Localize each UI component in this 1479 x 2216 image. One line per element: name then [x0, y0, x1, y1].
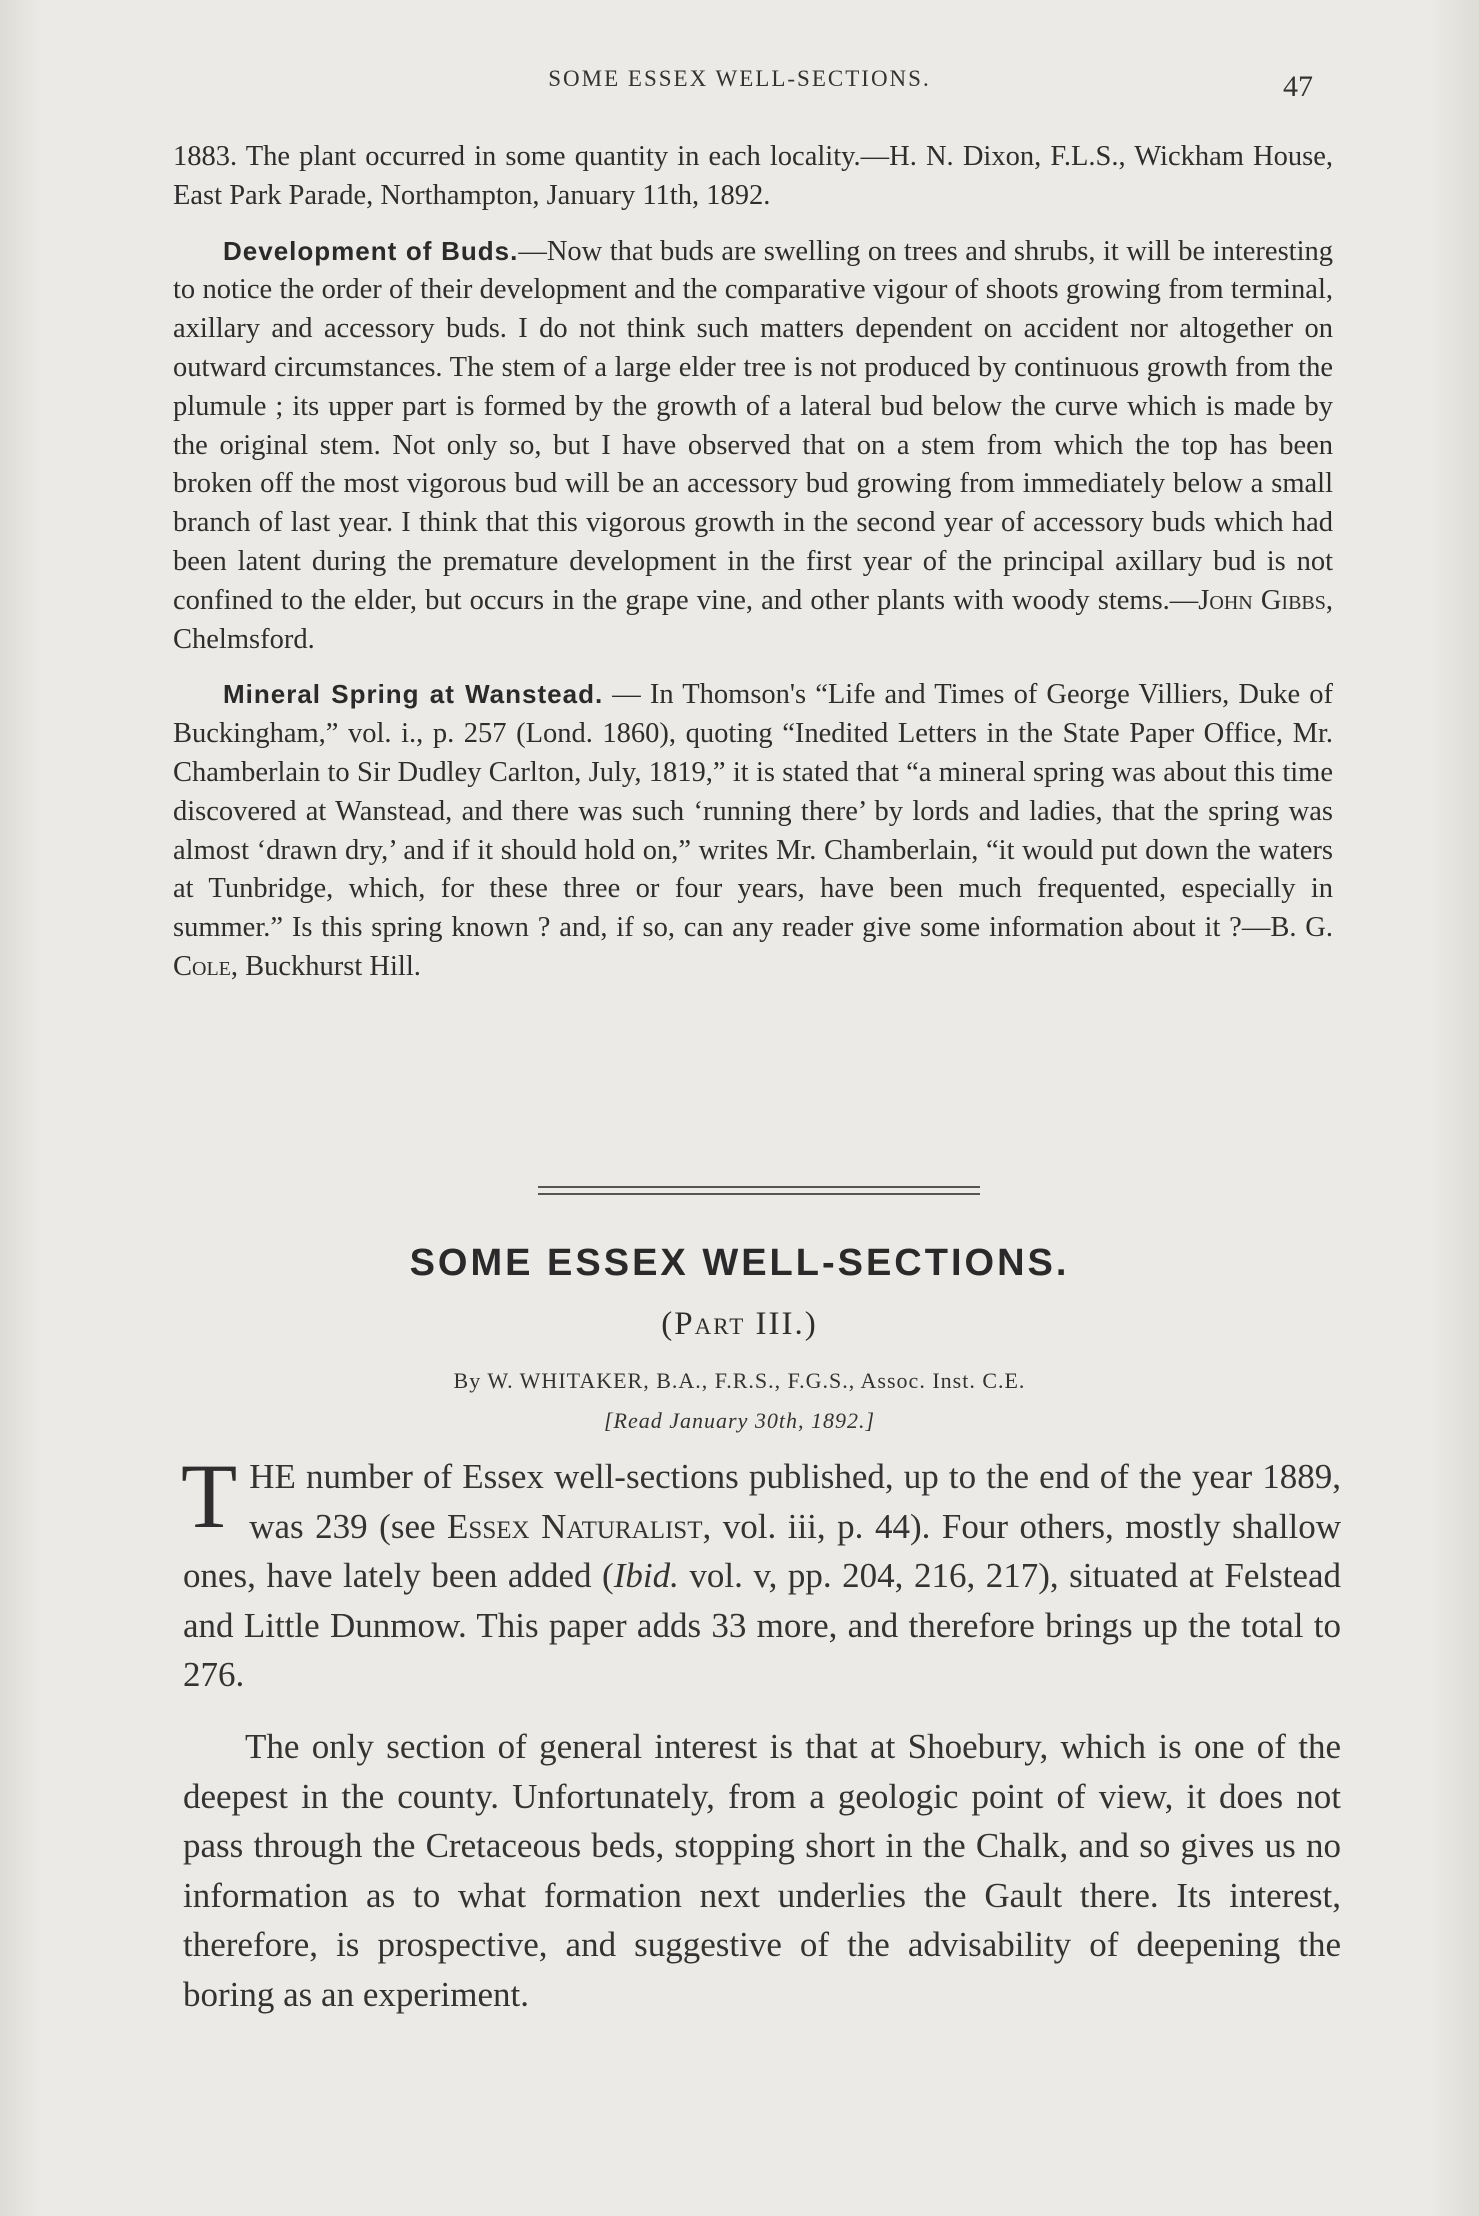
article-part: (Part III.) [661, 1306, 818, 1342]
article-title: SOME ESSEX WELL-SECTIONS. [409, 1242, 1070, 1284]
page-number: 47 [1283, 70, 1313, 103]
article-body [181, 1445, 1341, 2020]
article-byline: By W. WHITAKER, B.A., F.R.S., F.G.S., Assoc. Inst. C.E. [453, 1368, 1026, 1393]
section-divider [538, 1186, 980, 1195]
spring-signature-dash: — [1241, 912, 1271, 944]
notes-section [173, 138, 1333, 987]
running-head: SOME ESSEX WELL-SECTIONS. [548, 66, 931, 91]
drop-cap: T [181, 1445, 238, 1547]
spring-heading: Mineral Spring at Wanstead. [223, 679, 604, 710]
dixon-note-continuation: 1883. The plant occurred in some quantity in each locality.—H. N. Dixon, F.L.S., Wickham House, East Park Parade, Northampton, January 11th, 1892. [173, 141, 1333, 211]
buds-signature-place: , Chelmsford. [173, 584, 1334, 655]
buds-signature-dash: — [1169, 584, 1199, 616]
ibid-ref: Ibid. [613, 1556, 679, 1596]
journal-name: Essex Naturalist [447, 1506, 703, 1546]
p1-text-2: , vol. iii, p. 44). Four others, mostly shallow ones, have lately been added ( [183, 1506, 1341, 1596]
spring-body: — In Thomson's “Life and Times of George Villiers, Duke of Buckingham,” vol. i., p. 257 (Lond. 1860), quoting “Inedited Letters in the State Paper Office, Mr. Chamberlain to Sir Dudley Carlton, July, 1819,” it is stated that “a mineral spring was about this time discovered at Wanstead, and there was such ‘running there’ by lords and ladies, that the spring was almost ‘drawn dry,’ and if it should hold on,” writes Mr. Chamberlain, “it would put down the waters at Tunbridge, which, for these three or four years, have been much frequented, especially in summer.” Is this spring known ? and, if so, can any reader give some information about it ? [173, 679, 1333, 944]
spring-signature-place: , Buckhurst Hill. [230, 950, 421, 982]
buds-body: —Now that buds are swelling on trees and shrubs, it will be interesting to notice the order of their development and the comparative vigour of shoots growing from terminal, axillary and accessory buds. I do not think such matters dependent on accident nor altogether on outward circumstances. The stem of a large elder tree is not produced by continuous growth from the plumule ; its upper part is formed by the growth of a lateral bud below the curve which is made by the original stem. Not only so, but I have observed that on a stem from which the top has been broken off the most vigorous bud will be an accessory bud growing from immediately below a small branch of last year. I think that this vigorous growth in the second year of accessory buds which had been latent during the premature development in the first year of the principal axillary bud is not confined to the elder, but occurs in the grape vine, and other plants with woody stems. [173, 235, 1333, 616]
article-read-date: [Read January 30th, 1892.] [603, 1408, 876, 1433]
spring-note [173, 675, 1333, 986]
buds-note [173, 232, 1333, 660]
article-paragraph-1 [181, 1445, 1341, 1700]
buds-heading: Development of Buds. [223, 235, 519, 266]
spring-signature-name: B. G. Cole [173, 912, 1334, 982]
article-paragraph-2: The only section of general interest is that at Shoebury, which is one of the deepest in the county. Unfortunately, from a geologic point of view, it does not pass through the Cretaceous beds, stopping short in the Chalk, and so gives us no information as to what formation next underlies the Gault there. Its interest, therefore, is prospective, and suggestive of the advisability of deepening the boring as an experiment. [183, 1726, 1341, 2014]
buds-signature-name: John Gibbs [1198, 584, 1326, 616]
p1-text: HE number of Essex well-sections published, up to the end of the year 1889, was 239 (see [249, 1457, 1341, 1546]
p1-text-3: vol. v, pp. 204, 216, 217), situated at Felstead and Little Dunmow. This paper adds 33 more, and therefore brings up the total to 276. [183, 1556, 1341, 1695]
